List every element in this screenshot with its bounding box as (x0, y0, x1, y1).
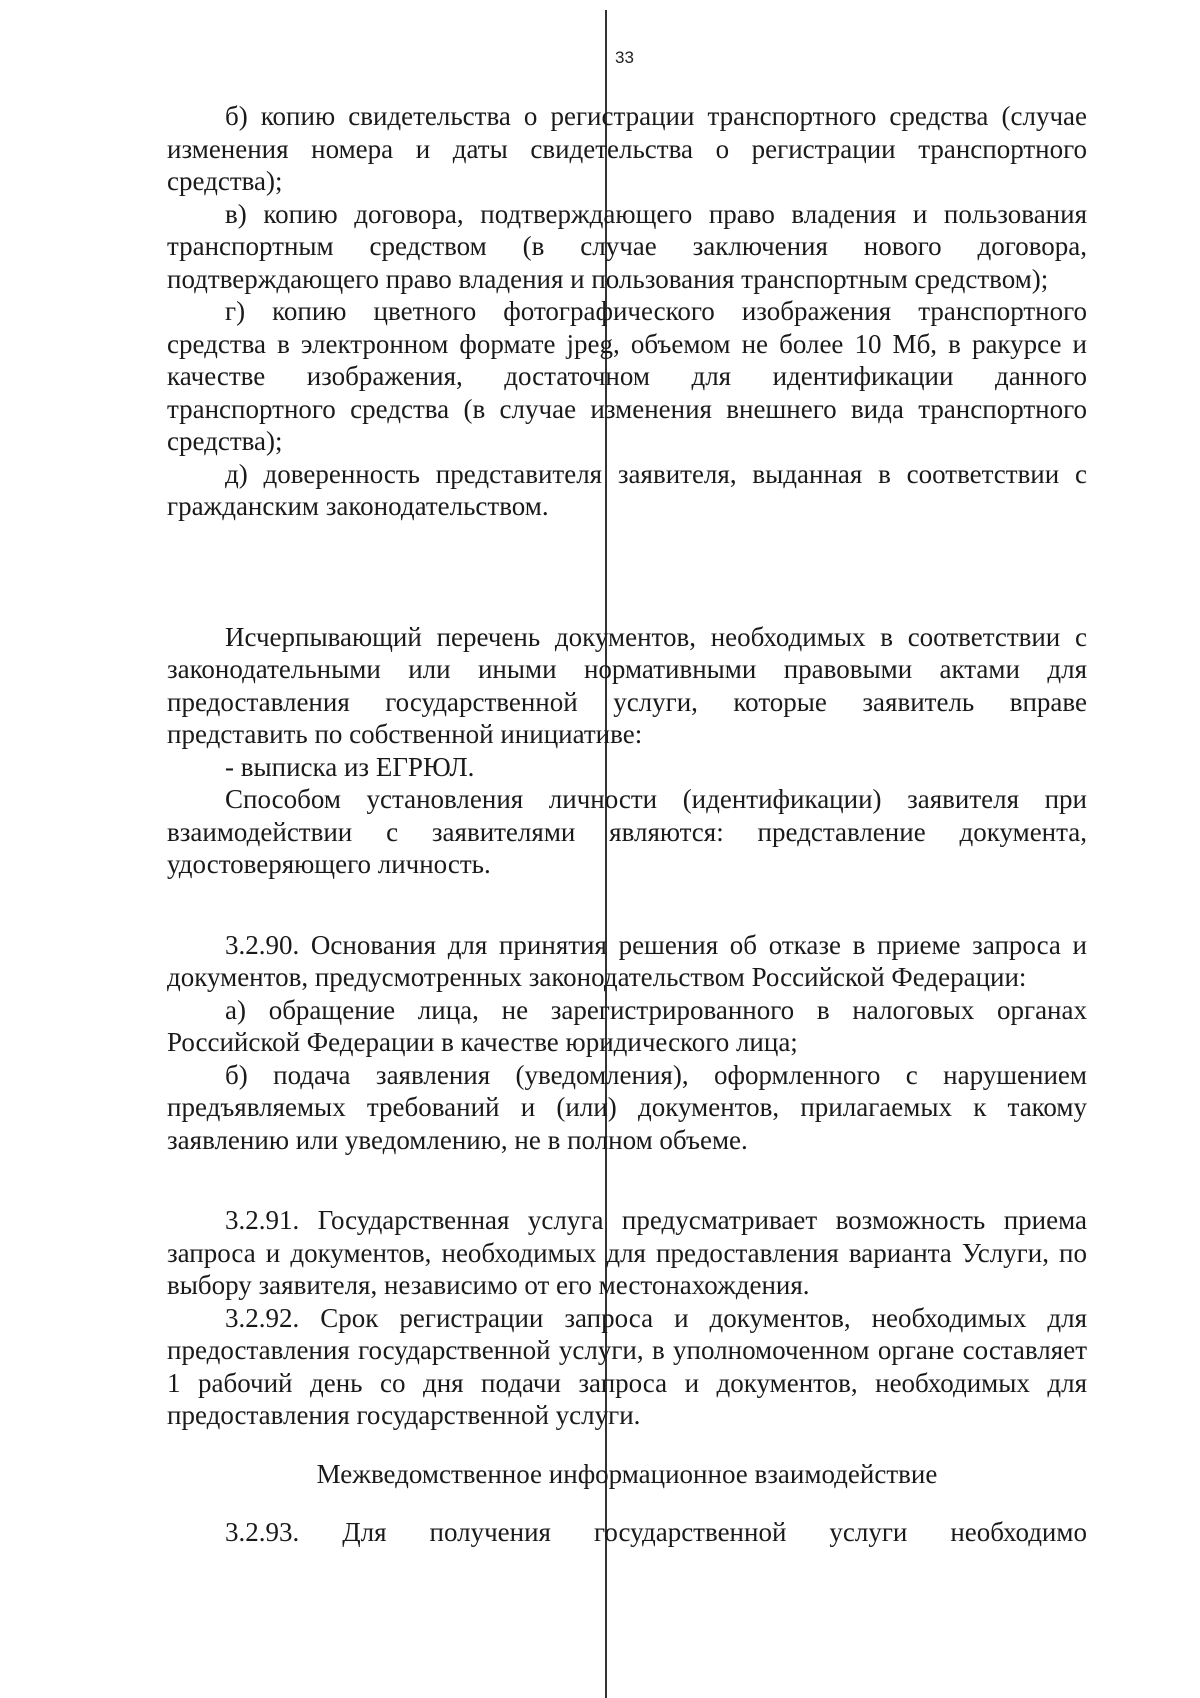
spacer (167, 1156, 1087, 1204)
document-body (167, 100, 1087, 1549)
word: услуги (829, 1517, 908, 1547)
paragraph-egrul-extract: - выписка из ЕГРЮЛ. (225, 751, 475, 782)
spacer (167, 1490, 1087, 1516)
page-number: 33 (615, 48, 634, 67)
paragraph-exhaustive-list: Исчерпывающий перечень документов, необходимых в соответствии с законодательными или иными нормативными правовыми актами для предоставления государственной услуги, которые заявитель вправе представить по собственной инициативе: (167, 621, 1087, 749)
paragraph-3-2-90-a: а) обращение лица, не зарегистрированного в налоговых органах Российской Федерации в качестве юридического лица; (167, 994, 1087, 1057)
paragraph-identification-method: Способом установления личности (идентификации) заявителя при взаимодействии с заявителями являются: представление документа, удостоверяющего личность. (167, 784, 1087, 879)
paragraph-3-2-90-b: б) подача заявления (уведомления), оформленного с нарушением предъявляемых требований и (или) документов, прилагаемых к такому заявлению или уведомлению, не в полном объеме. (167, 1059, 1087, 1155)
paragraph-3-2-91: 3.2.91. Государственная услуга предусматривает возможность приема запроса и документов, необходимых для предоставления варианта Услуги, по выбору заявителя, независимо от его местонахождения. (167, 1205, 1087, 1300)
word: необходимо (950, 1517, 1087, 1547)
word: Для (342, 1517, 387, 1547)
paragraph-g-photo-copy: г) копию цветного фотографического изображения транспортного средства в электронном формате jpeg, объемом не более 10 Мб, в ракурсе и качестве изображения, достаточном для идентификации данного транспортного средства (в случае изменения внешнего вида транспортного средства); (167, 296, 1087, 456)
paragraph-b-registration-copy: б) копию свидетельства о регистрации транспортного средства (случае изменения номера и даты свидетельства о регистрации транспортного средства); (167, 101, 1087, 196)
paragraph-3-2-92: 3.2.92. Срок регистрации запроса и документов, необходимых для предоставления государственной услуги, в уполномоченном органе составляет 1 рабочий день со дня подачи запроса и документов, необходимых для предоставления государственной услуги. (167, 1302, 1087, 1430)
word: 3.2.93. (225, 1517, 300, 1547)
paragraph-3-2-90: 3.2.90. Основания для принятия решения об отказе в приеме запроса и документов, предусмотренных законодательством Российской Федерации: (167, 929, 1087, 992)
section-heading-interagency: Межведомственное информационное взаимодействие (316, 1458, 938, 1489)
spacer (167, 523, 1087, 621)
spacer (167, 881, 1087, 929)
word: государственной (593, 1517, 787, 1547)
paragraph-d-power-of-attorney: д) доверенность представителя заявителя, выданная в соответствии с гражданским законодательством. (167, 458, 1087, 521)
paragraph-v-contract-copy: в) копию договора, подтверждающего право владения и пользования транспортным средством (в случае заключения нового договора, подтверждающего право владения и пользования транспортным средством); (167, 198, 1087, 294)
word: получения (429, 1517, 551, 1547)
paragraph-3-2-93-first-line (167, 1516, 1087, 1549)
spacer (167, 1432, 1087, 1458)
